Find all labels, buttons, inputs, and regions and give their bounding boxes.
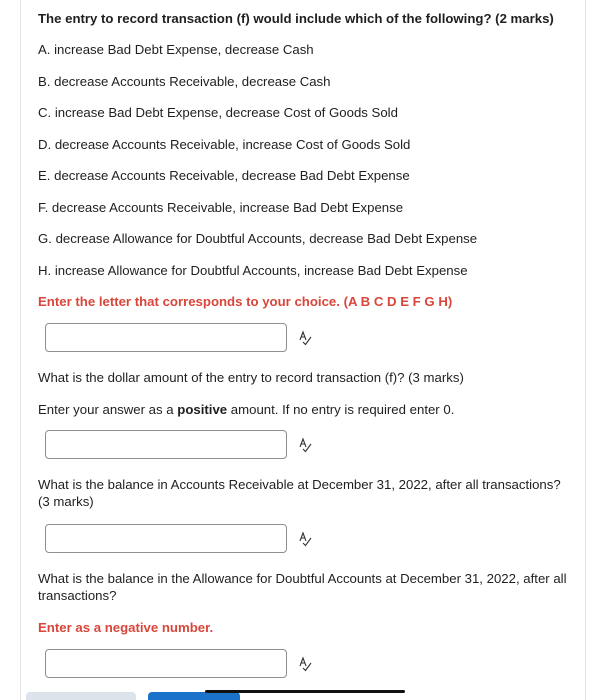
q2-instruction-bold: positive (177, 402, 228, 417)
q4-instruction: Enter as a negative number. (38, 620, 214, 635)
q1-title: The entry to record transaction (f) would include which of the following? (2 marks) (38, 11, 554, 26)
q3-answer-input[interactable] (45, 524, 287, 553)
q1-option-b: B. decrease Accounts Receivable, decrease Cash (38, 74, 331, 89)
q1-option-h: H. increase Allowance for Doubtful Accounts, increase Bad Debt Expense (38, 263, 468, 278)
q1-option-f: F. decrease Accounts Receivable, increase Bad Debt Expense (38, 200, 404, 215)
q2-instruction-pre: Enter your answer as a (38, 402, 178, 417)
q1-instruction: Enter the letter that corresponds to your choice. (A B C D E F G H) (38, 294, 453, 309)
spellcheck-icon[interactable] (297, 437, 313, 453)
primary-button[interactable] (148, 692, 240, 700)
secondary-button[interactable] (26, 692, 136, 700)
scrollbar-handle[interactable] (205, 690, 405, 693)
q4-answer-input[interactable] (45, 649, 287, 678)
q2-instruction (38, 401, 454, 418)
q1-option-a: A. increase Bad Debt Expense, decrease Cash (38, 42, 314, 57)
q1-option-d: D. decrease Accounts Receivable, increase Cost of Goods Sold (38, 137, 411, 152)
q2-answer-input[interactable] (45, 430, 287, 459)
q4-title: What is the balance in the Allowance for Doubtful Accounts at December 31, 2022, after all transactions? (38, 571, 567, 603)
spellcheck-icon[interactable] (297, 330, 313, 346)
spellcheck-icon[interactable] (297, 531, 313, 547)
spellcheck-icon[interactable] (297, 656, 313, 672)
q3-title: What is the balance in Accounts Receivable at December 31, 2022, after all transactions? (3 marks) (38, 477, 561, 509)
q1-option-c: C. increase Bad Debt Expense, decrease Cost of Goods Sold (38, 105, 398, 120)
q1-option-e: E. decrease Accounts Receivable, decrease Bad Debt Expense (38, 168, 410, 183)
q1-option-g: G. decrease Allowance for Doubtful Accounts, decrease Bad Debt Expense (38, 231, 478, 246)
q2-title: What is the dollar amount of the entry to record transaction (f)? (3 marks) (38, 370, 464, 385)
q2-instruction-post: amount. If no entry is required enter 0. (227, 402, 455, 417)
q1-answer-input[interactable] (45, 323, 287, 352)
